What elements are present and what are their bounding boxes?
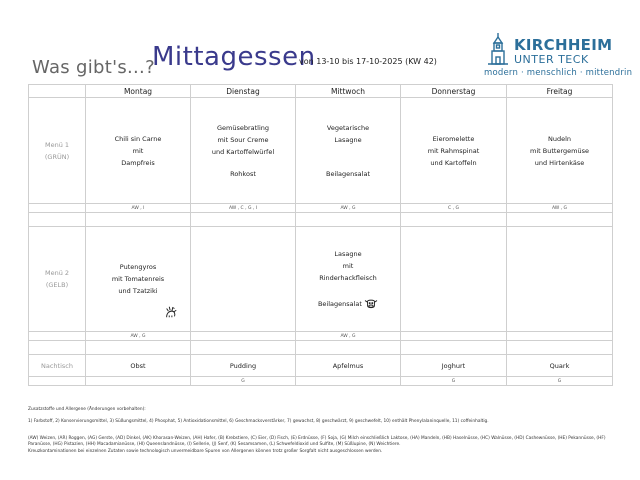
menu2-friday	[507, 227, 613, 332]
allergen-code: AW , G	[296, 204, 401, 213]
menu1-thursday	[401, 98, 507, 204]
day-header-row	[29, 85, 613, 98]
dessert-row	[29, 355, 613, 377]
menu2-thursday	[401, 227, 507, 332]
dish-line: Nudeln	[547, 134, 572, 143]
allergen-code: G	[401, 377, 507, 386]
dish-line: mit	[342, 262, 354, 270]
allergen-code	[86, 377, 191, 386]
footer-note: Kreuzkontaminationen bei einzelnen Zutaten sowie technologisch unvermeidbare Spuren von Allergenen können trotz großer Sorgfalt nicht ausgeschlossen werden.	[28, 449, 383, 454]
menu2-allergen-row	[29, 332, 613, 341]
page-header	[0, 0, 640, 86]
dish-line: und Kartoffelwürfel	[211, 147, 275, 156]
menu2-label-line1: Menü 2	[44, 269, 70, 277]
menu2-label	[29, 227, 86, 332]
menu1-label-line1: Menü 1	[44, 140, 70, 149]
dessert-item: Joghurt	[401, 355, 507, 377]
spacer-row	[29, 341, 613, 355]
allergen-code: G	[507, 377, 613, 386]
footer-additives: 1) Farbstoff, 2) Konservierungsmittel, 3) Süßungsmittel, 4) Phosphat, 5) Antioxidationsmittel, 6) Geschmacksverstärker, 7) gewachst, 8) geschwärzt, 9) geschwefelt, 10) enthält Phenylalaninquelle, 11) coffeinhaltig.	[28, 419, 489, 424]
dessert-label-text: Nachtisch	[41, 361, 73, 370]
page-title: Mittagessen	[152, 42, 316, 72]
dish-line: Putengyros	[119, 263, 157, 271]
corner-cell	[29, 85, 86, 98]
allergen-code	[191, 332, 296, 341]
dish-line: Gemüsebratling	[216, 123, 270, 132]
menu2-row	[29, 227, 613, 332]
day-header: Freitag	[507, 85, 613, 98]
menu-table	[28, 84, 613, 386]
allergen-code	[296, 377, 401, 386]
church-tower-icon	[486, 32, 510, 66]
footer-heading: Zusatzstoffe und Allergene (Änderungen vorbehalten):	[28, 407, 146, 412]
dish-line: mit Rahmspinat	[427, 146, 480, 155]
menu1-wednesday	[296, 98, 401, 204]
allergen-code	[401, 332, 507, 341]
week-range: von 13-10 bis 17-10-2025 (KW 42)	[299, 57, 437, 66]
allergen-code	[507, 332, 613, 341]
menu2-monday	[86, 227, 191, 332]
day-header: Mittwoch	[296, 85, 401, 98]
allergen-code: AW , I	[86, 204, 191, 213]
day-header: Montag	[86, 85, 191, 98]
menu1-tuesday	[191, 98, 296, 204]
spacer-row	[29, 213, 613, 227]
menu1-allergen-row	[29, 204, 613, 213]
dish-line: und Hirtenkäse	[534, 158, 585, 167]
menu1-row	[29, 98, 613, 204]
allergen-code: AW , G	[86, 332, 191, 341]
dish-line: Lasagne	[334, 250, 362, 258]
menu2-tuesday	[191, 227, 296, 332]
day-header: Dienstag	[191, 85, 296, 98]
tagline: Was gibt's...?	[32, 57, 155, 78]
dish-line: Rinderhackfleisch	[319, 274, 377, 282]
dish-line: mit Tomatenreis	[111, 275, 165, 283]
allergen-code: AW , C , G , I	[191, 204, 296, 213]
allergen-code: AW , G	[507, 204, 613, 213]
menu2-wednesday	[296, 227, 401, 332]
logo-main-text: KIRCHHEIM	[514, 36, 613, 54]
dessert-item: Apfelmus	[296, 355, 401, 377]
dessert-allergen-row	[29, 377, 613, 386]
menu2-label-line2: (GELB)	[45, 281, 69, 289]
dish-line: Dampfreis	[121, 158, 155, 167]
logo-tagline: modern · menschlich · mittendrin	[484, 68, 633, 78]
dish-line: und Kartoffeln	[430, 158, 477, 167]
footer-allergens: (AW) Weizen, (AR) Roggen, (AG) Gerste, (AD) Dinkel, (AK) Khorasan-Weizen, (AH) Hafer, (B) Krebstiere, (C) Eier, (D) Fisch, (E) Erdnüsse, (F) Soja, (G) Milch einschließlich Laktose, (HA) Mandeln, (HB) Haselnüsse, (HC) Walnüsse, (HD) Cashewnüsse, (HE) Pekannüsse, (HF) Paranüsse, (HG) Pistazien, (HH) Macadamianüsse, (HI) Queenslandnüsse, (I) Sellerie, (J) Senf, (K) Sesamsamen, (L) Schwefeldioxid und Sulfite, (M) Süßlupine, (N) Weichtiere.	[28, 436, 606, 447]
dish-line: mit	[132, 146, 144, 155]
dish-line: mit Sour Creme	[217, 135, 269, 144]
dish-line: Chili sin Carne	[114, 134, 162, 143]
menu1-label-line2: (GRÜN)	[44, 152, 70, 161]
dish-line: Eieromelette	[432, 134, 475, 143]
allergen-code: C , G	[401, 204, 507, 213]
dish-line: mit Buttergemüse	[530, 146, 589, 155]
city-logo	[484, 30, 634, 82]
turkey-icon	[164, 305, 178, 319]
dish-line: und Tzatziki	[118, 287, 158, 295]
dessert-label	[29, 355, 86, 377]
dessert-item: Pudding	[191, 355, 296, 377]
side-dish-label: Beilagensalat	[317, 300, 362, 308]
side-dish: Beilagensalat	[325, 169, 370, 178]
menu1-monday	[86, 98, 191, 204]
dessert-item: Quark	[507, 355, 613, 377]
side-dish	[296, 298, 400, 310]
dessert-item: Obst	[86, 355, 191, 377]
allergen-code: G	[191, 377, 296, 386]
menu1-friday	[507, 98, 613, 204]
dish-line: Vegetarische	[326, 123, 370, 132]
logo-sub-text: UNTER TECK	[514, 53, 589, 66]
cow-icon	[364, 298, 378, 310]
dish-line: Lasagne	[334, 135, 362, 144]
day-header: Donnerstag	[401, 85, 507, 98]
allergen-code: AW , G	[296, 332, 401, 341]
side-dish: Rohkost	[230, 169, 256, 178]
menu1-label	[29, 98, 86, 204]
